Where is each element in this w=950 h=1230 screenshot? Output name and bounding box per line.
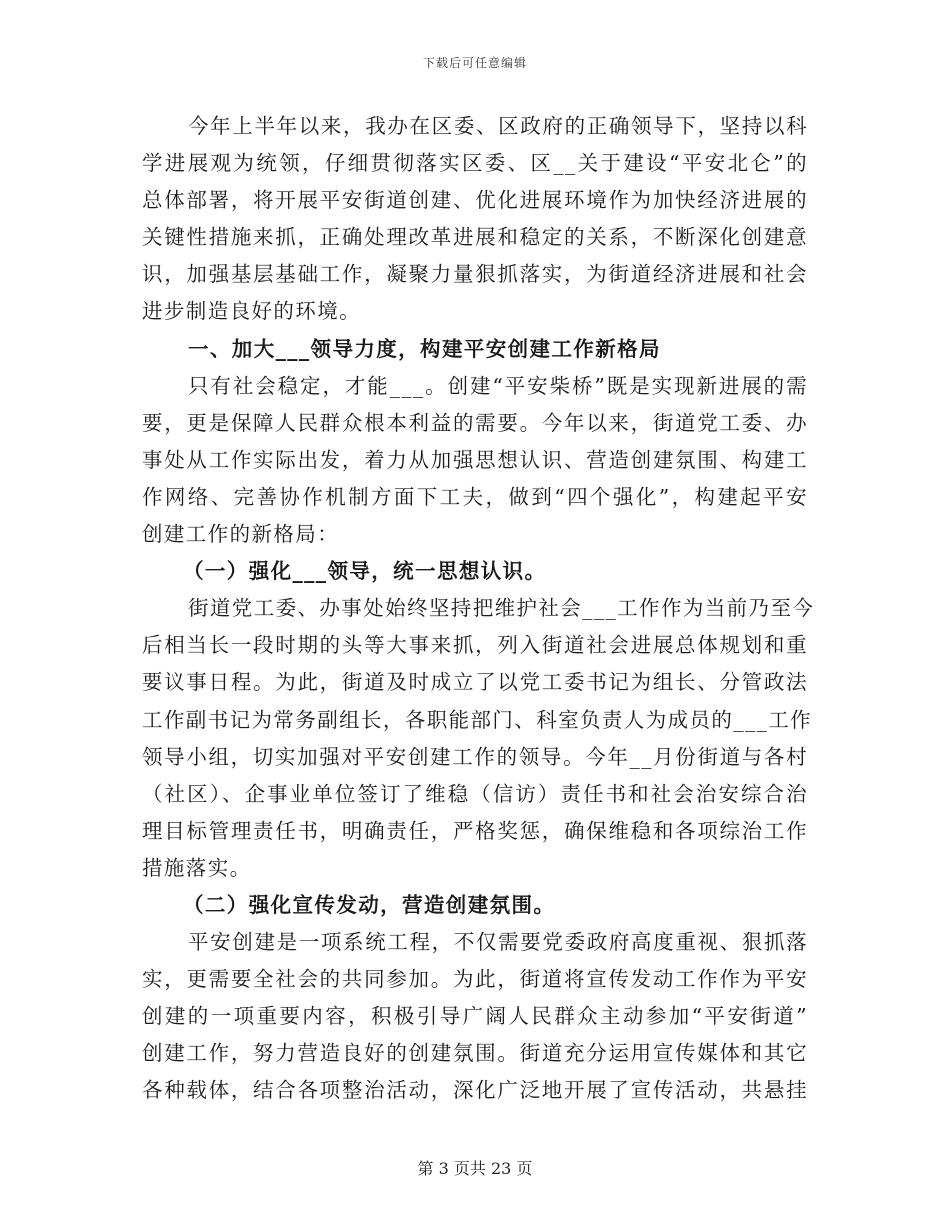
- subsection-heading: [142, 553, 808, 590]
- document-body: [142, 108, 815, 1110]
- text-line: 各种载体，结合各项整治活动，深化广泛地开展了宣传活动，共悬挂: [142, 1078, 808, 1103]
- text-line: 领导小组，切实加强对平安创建工作的领导。今年__月份街道与各村: [142, 744, 808, 769]
- paragraph: [142, 924, 808, 1109]
- text-line: 总体部署，将开展平安街道创建、优化进展环境作为加快经济进展的: [142, 188, 808, 213]
- text-line: 要议事日程。为此，街道及时成立了以党工委书记为组长、分管政法: [142, 670, 808, 695]
- text-line: 街道党工委、办事处始终坚持把维护社会___工作作为当前乃至今: [188, 596, 815, 621]
- text-line: 创建工作，努力营造良好的创建氛围。街道充分运用宣传媒体和其它: [142, 1041, 808, 1066]
- text-line: 今年上半年以来，我办在区委、区政府的正确领导下，坚持以科: [188, 114, 808, 138]
- text-line: 创建的一项重要内容，积极引导广阔人民群众主动参加“平安街道”: [142, 1004, 808, 1029]
- text-line: 后相当长一段时期的头等大事来抓，列入街道社会进展总体规划和重: [142, 633, 808, 658]
- text-line: 只有社会稳定，才能___。创建“平安柴桥”既是实现新进展的需: [188, 373, 808, 398]
- text-line: 事处从工作实际出发，着力从加强思想认识、营造创建氛围、构建工: [142, 447, 808, 472]
- text-line: 实，更需要全社会的共同参加。为此，街道将宣传发动工作作为平安: [142, 967, 808, 992]
- text-line: 学进展观为统领，仔细贯彻落实区委、区__关于建设“平安北仑”的: [142, 151, 808, 176]
- text-line: 关键性措施来抓，正确处理改革进展和稳定的关系，不断深化创建意: [142, 225, 808, 250]
- text-line: 措施落实。: [142, 855, 252, 880]
- text-line: （一）强化___领导，统一思想认识。: [183, 559, 547, 584]
- text-line: 工作副书记为常务副组长，各职能部门、科室负责人为成员的___工作: [142, 707, 813, 732]
- text-line: 理目标管理责任书，明确责任，严格奖惩，确保维稳和各项综治工作: [142, 818, 808, 843]
- section-heading: [142, 331, 808, 368]
- paragraph: [142, 368, 808, 553]
- page-number: 第 3 页共 23 页: [417, 1159, 533, 1178]
- page-header: 下载后可任意编辑: [422, 56, 527, 70]
- text-line: 一、加大___领导力度，构建平安创建工作新格局: [188, 336, 661, 361]
- text-line: 作网络、完善协作机制方面下工夫，做到“四个强化”，构建起平安: [142, 484, 808, 509]
- text-line: 平安创建是一项系统工程，不仅需要党委政府高度重视、狠抓落: [188, 930, 808, 955]
- paragraph: [142, 108, 808, 331]
- text-line: 创建工作的新格局：: [142, 522, 340, 547]
- text-line: 进步制造良好的环境。: [142, 299, 361, 324]
- text-line: （二）强化宣传发动，营造创建氛围。: [183, 892, 556, 917]
- text-line: 识，加强基层基础工作，凝聚力量狠抓落实，为街道经济进展和社会: [142, 262, 808, 287]
- paragraph: [142, 590, 815, 887]
- text-line: （社区）、企事业单位签订了维稳（信访）责任书和社会治安综合治: [142, 781, 808, 806]
- subsection-heading: [142, 887, 808, 924]
- text-line: 要，更是保障人民群众根本利益的需要。今年以来，街道党工委、办: [142, 410, 808, 435]
